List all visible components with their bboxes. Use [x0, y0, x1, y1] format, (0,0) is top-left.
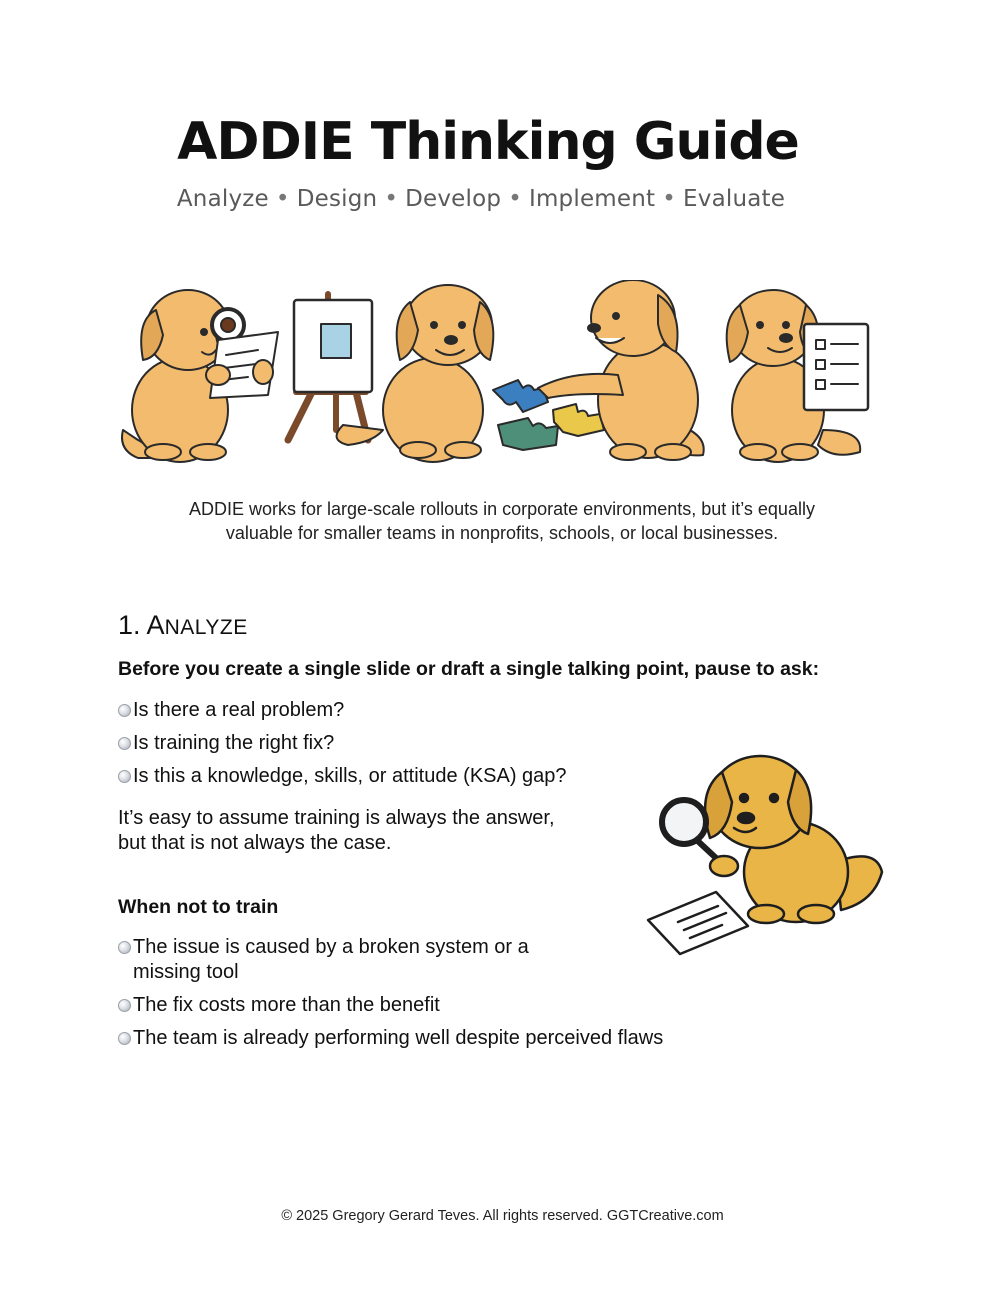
bullet-icon: [118, 999, 131, 1012]
section-lead: Before you create a single slide or draft a single talking point, pause to ask:: [118, 658, 820, 680]
list-item-text: [133, 935, 529, 985]
hero-illustration: [118, 280, 888, 470]
phase-evaluate: Evaluate: [683, 186, 786, 212]
question-list: [118, 698, 638, 797]
separator-dot: •: [508, 186, 522, 212]
list-item-line: missing tool: [133, 961, 239, 983]
separator-dot: •: [662, 186, 677, 212]
list-item-text: The team is already performing well despite perceived flaws: [133, 1027, 664, 1049]
dog-magnifier-illustration: [636, 742, 898, 982]
list-item: [118, 993, 738, 1018]
list-item: [118, 1026, 738, 1051]
dog-evaluate-icon: [727, 290, 868, 462]
bullet-icon: [118, 1032, 131, 1045]
footer-copyright: © 2025 Gregory Gerard Teves. All rights reserved. GGTCreative.com: [281, 1208, 724, 1224]
phase-analyze: Analyze: [176, 186, 269, 212]
list-item: [118, 698, 638, 723]
paragraph-line: but that is not always the case.: [118, 832, 392, 854]
list-item-text: The fix costs more than the benefit: [133, 994, 440, 1016]
bullet-icon: [118, 704, 131, 717]
bullet-icon: [118, 770, 131, 783]
list-item-text: Is training the right fix?: [133, 732, 335, 754]
phase-design: Design: [296, 186, 378, 212]
easel-icon: [288, 294, 372, 440]
section-number: 1.: [118, 610, 141, 640]
list-item-line: The issue is caused by a broken system or a: [133, 936, 529, 958]
intro-paragraph: [120, 497, 884, 545]
phase-subtitle: [0, 186, 962, 212]
dog-analyze-icon: [122, 290, 278, 462]
magnifier-icon: [662, 800, 706, 844]
list-item-text: Is this a knowledge, skills, or attitude (KSA) gap?: [133, 765, 567, 787]
section-name-rest: NALYZE: [164, 616, 248, 639]
phase-develop: Develop: [405, 186, 502, 212]
subheading-when-not-to-train: When not to train: [118, 896, 279, 918]
phase-implement: Implement: [528, 186, 656, 212]
section-name-initial: A: [146, 610, 165, 640]
dog-develop-icon: [538, 280, 704, 460]
intro-line: ADDIE works for large-scale rollouts in corporate environments, but it’s equally: [189, 499, 815, 519]
list-item: [118, 764, 638, 789]
bullet-icon: [118, 737, 131, 750]
list-item: [118, 731, 638, 756]
separator-dot: •: [275, 186, 290, 212]
page-title: ADDIE Thinking Guide: [177, 112, 799, 172]
body-paragraph: [118, 806, 618, 856]
section-heading-analyze: [118, 610, 248, 641]
intro-line: valuable for smaller teams in nonprofits, schools, or local businesses.: [225, 523, 779, 543]
list-item-text: Is there a real problem?: [133, 699, 345, 721]
paragraph-line: It’s easy to assume training is always the answer,: [118, 807, 555, 829]
separator-dot: •: [384, 186, 399, 212]
bullet-icon: [118, 941, 131, 954]
